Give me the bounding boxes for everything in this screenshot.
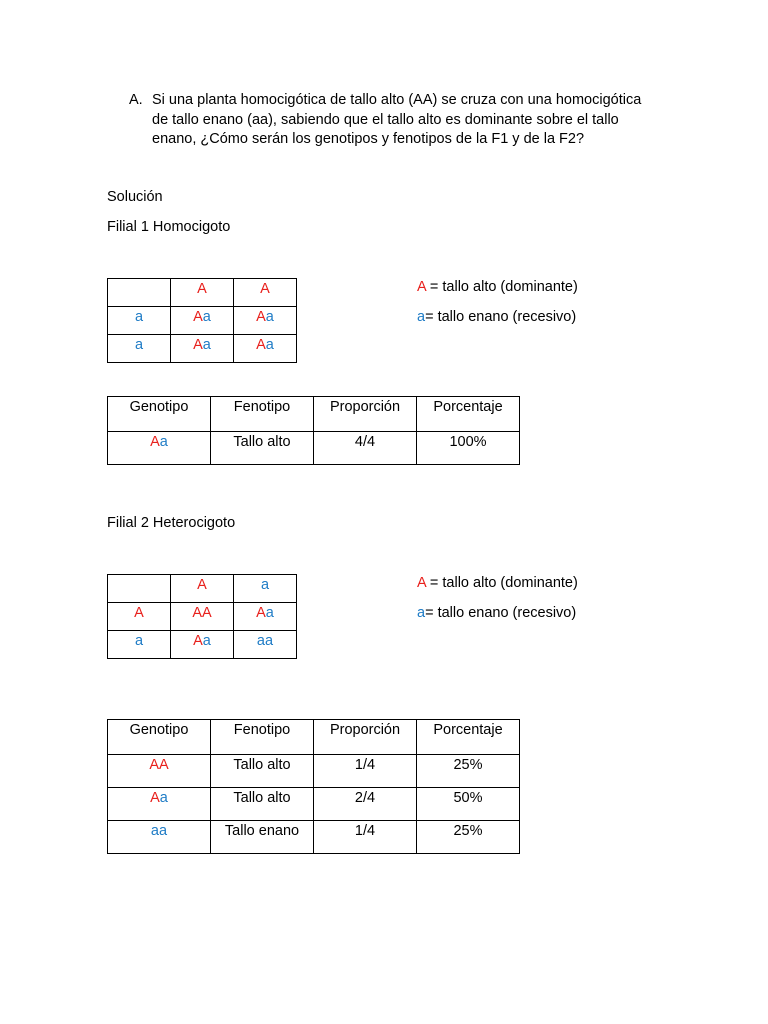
punnett-row-allele: a bbox=[108, 335, 171, 363]
punnett-cell: Aa bbox=[171, 307, 234, 335]
table-row bbox=[108, 755, 520, 788]
f2-title: Filial 2 Heterocigoto bbox=[107, 515, 236, 531]
f1-summary-table bbox=[107, 396, 520, 465]
punnett-row-allele: a bbox=[108, 307, 171, 335]
proportion-cell: 2/4 bbox=[314, 788, 417, 821]
percentage-cell: 100% bbox=[417, 432, 520, 465]
f2-legend-dominant: A = tallo alto (dominante) bbox=[417, 575, 578, 591]
f2-summary-table bbox=[107, 719, 520, 854]
punnett-header-row bbox=[108, 575, 297, 603]
punnett-row bbox=[108, 335, 297, 363]
punnett-corner-cell bbox=[108, 279, 171, 307]
header-percentage: Porcentaje bbox=[417, 720, 520, 755]
table-row bbox=[108, 788, 520, 821]
table-header-row bbox=[108, 720, 520, 755]
genotype-cell: Aa bbox=[108, 432, 211, 465]
proportion-cell: 1/4 bbox=[314, 821, 417, 854]
punnett-cell: Aa bbox=[234, 307, 297, 335]
f1-title: Filial 1 Homocigoto bbox=[107, 219, 231, 235]
punnett-corner-cell bbox=[108, 575, 171, 603]
header-proportion: Proporción bbox=[314, 397, 417, 432]
percentage-cell: 50% bbox=[417, 788, 520, 821]
f1-legend-recessive: a= tallo enano (recesivo) bbox=[417, 309, 577, 325]
punnett-cell: Aa bbox=[171, 631, 234, 659]
question-line-3: enano, ¿Cómo serán los genotipos y fenotipos de la F1 y de la F2? bbox=[152, 131, 585, 147]
genotype-cell: Aa bbox=[108, 788, 211, 821]
proportion-cell: 4/4 bbox=[314, 432, 417, 465]
phenotype-cell: Tallo alto bbox=[211, 432, 314, 465]
question-line-2: de tallo enano (aa), sabiendo que el tallo alto es dominante sobre el tallo bbox=[152, 111, 619, 128]
phenotype-cell: Tallo alto bbox=[211, 788, 314, 821]
question-line-1: Si una planta homocigótica de tallo alto (AA) se cruza con una homocigótica bbox=[152, 92, 642, 108]
header-proportion: Proporción bbox=[314, 720, 417, 755]
punnett-row bbox=[108, 631, 297, 659]
punnett-cell: Aa bbox=[234, 335, 297, 363]
percentage-cell: 25% bbox=[417, 821, 520, 854]
punnett-row bbox=[108, 307, 297, 335]
table-row bbox=[108, 432, 520, 465]
punnett-cell: AA bbox=[171, 603, 234, 631]
header-genotype: Genotipo bbox=[108, 397, 211, 432]
punnett-row-allele: a bbox=[108, 631, 171, 659]
table-header-row bbox=[108, 397, 520, 432]
header-phenotype: Fenotipo bbox=[211, 720, 314, 755]
question-text bbox=[152, 91, 692, 150]
f1-legend-dominant: A = tallo alto (dominante) bbox=[417, 279, 578, 295]
phenotype-cell: Tallo enano bbox=[211, 821, 314, 854]
question-marker: A. bbox=[129, 92, 143, 108]
punnett-header-allele: A bbox=[171, 279, 234, 307]
punnett-header-allele: A bbox=[234, 279, 297, 307]
genotype-cell: AA bbox=[108, 755, 211, 788]
punnett-cell: Aa bbox=[234, 603, 297, 631]
header-genotype: Genotipo bbox=[108, 720, 211, 755]
punnett-row-allele: A bbox=[108, 603, 171, 631]
punnett-header-allele: a bbox=[234, 575, 297, 603]
f2-legend-recessive: a= tallo enano (recesivo) bbox=[417, 605, 577, 621]
genotype-cell: aa bbox=[108, 821, 211, 854]
punnett-row bbox=[108, 603, 297, 631]
f1-punnett-square bbox=[107, 278, 297, 363]
table-row bbox=[108, 821, 520, 854]
punnett-header-allele: A bbox=[171, 575, 234, 603]
phenotype-cell: Tallo alto bbox=[211, 755, 314, 788]
header-phenotype: Fenotipo bbox=[211, 397, 314, 432]
solution-label: Solución bbox=[107, 189, 163, 205]
f2-punnett-square bbox=[107, 574, 297, 659]
punnett-cell: aa bbox=[234, 631, 297, 659]
proportion-cell: 1/4 bbox=[314, 755, 417, 788]
punnett-header-row bbox=[108, 279, 297, 307]
header-percentage: Porcentaje bbox=[417, 397, 520, 432]
punnett-cell: Aa bbox=[171, 335, 234, 363]
percentage-cell: 25% bbox=[417, 755, 520, 788]
